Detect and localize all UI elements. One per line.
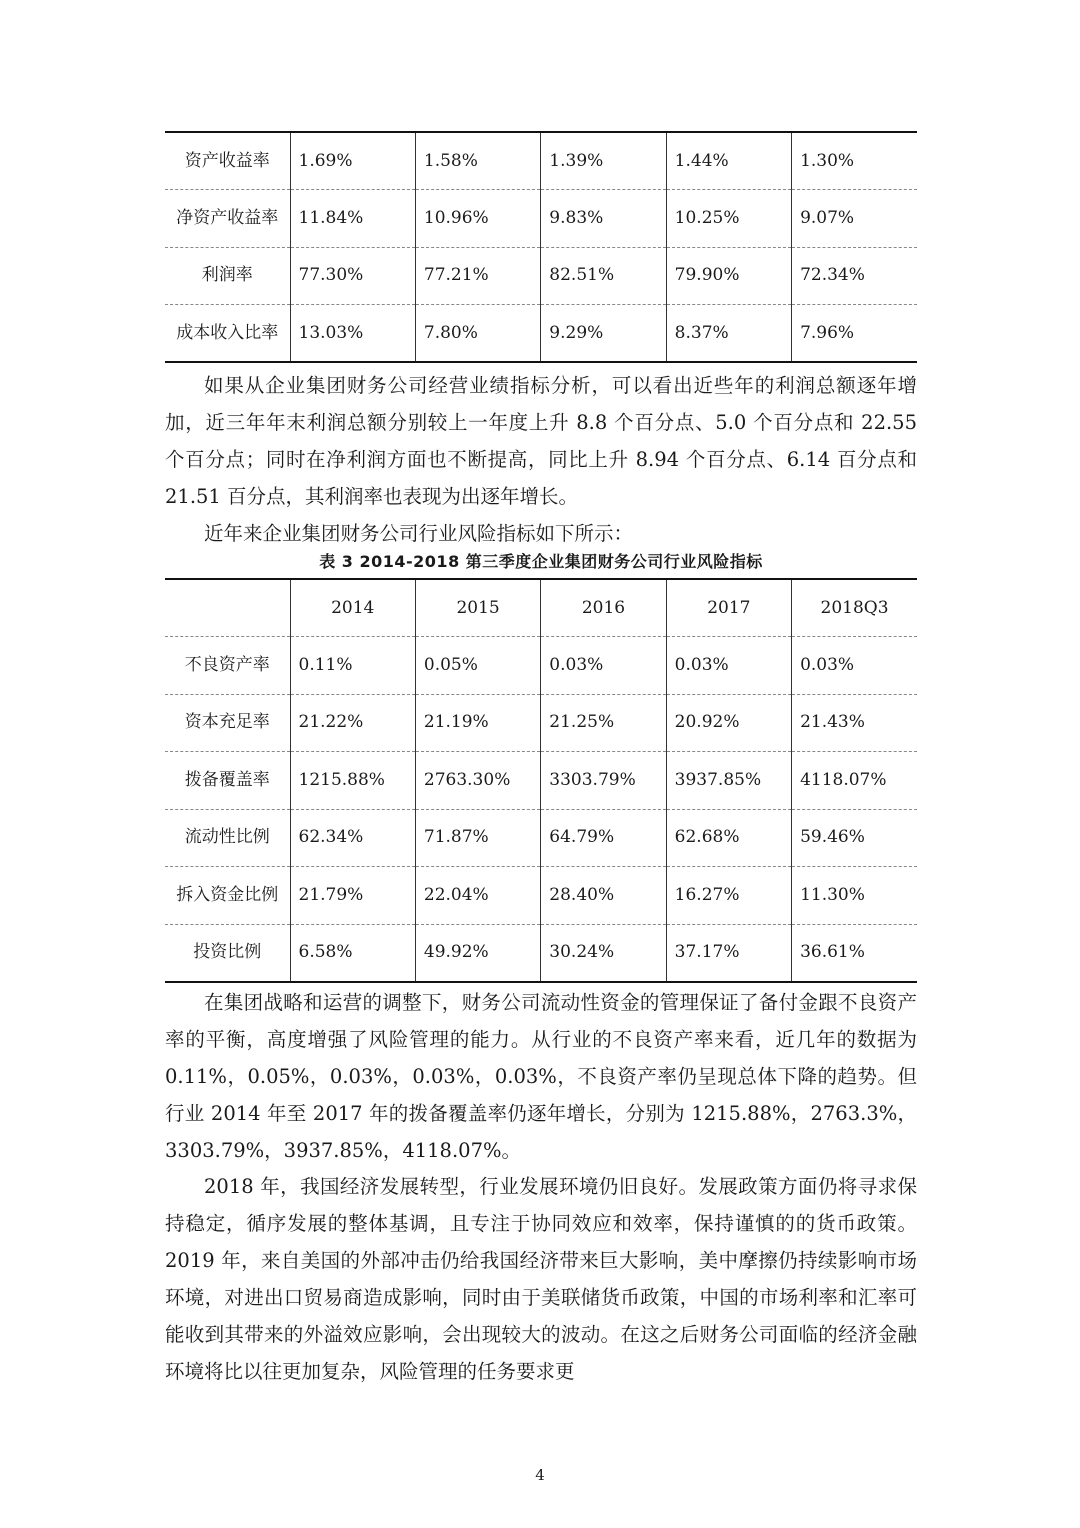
value-cell: 3937.85%	[666, 752, 791, 810]
value-cell: 21.22%	[290, 694, 415, 752]
value-cell: 1.30%	[792, 132, 917, 190]
performance-table	[165, 131, 917, 363]
value-cell: 11.30%	[792, 867, 917, 925]
value-cell: 21.79%	[290, 867, 415, 925]
table-row	[165, 694, 917, 752]
value-cell: 28.40%	[541, 867, 666, 925]
row-label-cell: 投资比例	[165, 924, 290, 982]
value-cell: 9.83%	[541, 190, 666, 248]
value-cell: 7.96%	[792, 305, 917, 363]
table-caption: 表 3 2014-2018 第三季度企业集团财务公司行业风险指标	[319, 552, 763, 571]
table-row	[165, 305, 917, 363]
year-header-cell: 2016	[541, 579, 666, 637]
table-header-row	[165, 579, 917, 637]
value-cell: 3303.79%	[541, 752, 666, 810]
value-cell: 37.17%	[666, 924, 791, 982]
value-cell: 16.27%	[666, 867, 791, 925]
value-cell: 11.84%	[290, 190, 415, 248]
value-cell: 22.04%	[415, 867, 540, 925]
value-cell: 30.24%	[541, 924, 666, 982]
table-row	[165, 809, 917, 867]
value-cell: 21.43%	[792, 694, 917, 752]
paragraph-risk-analysis: 在集团战略和运营的调整下，财务公司流动性资金的管理保证了备付金跟不良资产率的平衡，高度增强了风险管理的能力。从行业的不良资产率来看，近几年的数据为 0.11%，0.05%，0.03%，0.03%，0.03%，不良资产率仍呈现总体下降的趋势。但行业 2014 年至 2017 年的拨备覆盖率仍逐年增长，分别为 1215.88%，2763.3%，3303.79%，3937.85%，4118.07%。	[165, 991, 917, 1162]
value-cell: 62.34%	[290, 809, 415, 867]
year-header-cell: 2017	[666, 579, 791, 637]
value-cell: 71.87%	[415, 809, 540, 867]
value-cell: 36.61%	[792, 924, 917, 982]
row-label-cell: 拨备覆盖率	[165, 752, 290, 810]
paragraph-performance-analysis: 如果从企业集团财务公司经营业绩指标分析，可以看出近些年的利润总额逐年增加，近三年年末利润总额分别较上一年度上升 8.8 个百分点、5.0 个百分点和 22.55 个百分点；同时在净利润方面也不断提高，同比上升 8.94 个百分点、6.14 百分点和 21.51 百分点，其利润率也表现为出逐年增长。	[165, 374, 917, 508]
table-row	[165, 752, 917, 810]
value-cell: 77.21%	[415, 247, 540, 305]
value-cell: 21.19%	[415, 694, 540, 752]
value-cell: 82.51%	[541, 247, 666, 305]
risk-indicator-table-body	[165, 579, 917, 982]
risk-indicator-table	[165, 578, 917, 983]
row-label-cell: 拆入资金比例	[165, 867, 290, 925]
row-label-cell: 利润率	[165, 247, 290, 305]
value-cell: 72.34%	[792, 247, 917, 305]
value-cell: 20.92%	[666, 694, 791, 752]
table-row	[165, 190, 917, 248]
paragraph-risk-intro: 近年来企业集团财务公司行业风险指标如下所示：	[204, 522, 634, 545]
value-cell: 0.03%	[541, 637, 666, 695]
value-cell: 77.30%	[290, 247, 415, 305]
value-cell: 64.79%	[541, 809, 666, 867]
year-header-cell: 2015	[415, 579, 540, 637]
header-corner-cell	[165, 579, 290, 637]
row-label-cell: 资本充足率	[165, 694, 290, 752]
value-cell: 1.39%	[541, 132, 666, 190]
value-cell: 9.29%	[541, 305, 666, 363]
row-label-cell: 成本收入比率	[165, 305, 290, 363]
paragraph-outlook: 2018 年，我国经济发展转型，行业发展环境仍旧良好。发展政策方面仍将寻求保持稳定，循序发展的整体基调，且专注于协同效应和效率，保持谨慎的的货币政策。2019 年，来自美国的外部冲击仍给我国经济带来巨大影响，美中摩擦仍持续影响市场环境，对进出口贸易商造成影响，同时由于美联储货币政策，中国的市场利率和汇率可能收到其带来的外溢效应影响，会出现较大的波动。在这之后财务公司面临的经济金融环境将比以往更加复杂，风险管理的任务要求更	[165, 1175, 917, 1383]
table-row	[165, 867, 917, 925]
performance-table-body	[165, 132, 917, 362]
value-cell: 0.03%	[666, 637, 791, 695]
table-row	[165, 637, 917, 695]
value-cell: 21.25%	[541, 694, 666, 752]
value-cell: 1.58%	[415, 132, 540, 190]
value-cell: 1.69%	[290, 132, 415, 190]
value-cell: 0.05%	[415, 637, 540, 695]
table-row	[165, 247, 917, 305]
value-cell: 62.68%	[666, 809, 791, 867]
value-cell: 8.37%	[666, 305, 791, 363]
value-cell: 0.03%	[792, 637, 917, 695]
value-cell: 4118.07%	[792, 752, 917, 810]
value-cell: 59.46%	[792, 809, 917, 867]
value-cell: 79.90%	[666, 247, 791, 305]
value-cell: 13.03%	[290, 305, 415, 363]
row-label-cell: 资产收益率	[165, 132, 290, 190]
row-label-cell: 净资产收益率	[165, 190, 290, 248]
page-number: 4	[535, 1466, 545, 1484]
year-header-cell: 2014	[290, 579, 415, 637]
value-cell: 2763.30%	[415, 752, 540, 810]
value-cell: 9.07%	[792, 190, 917, 248]
table-row	[165, 924, 917, 982]
value-cell: 6.58%	[290, 924, 415, 982]
value-cell: 10.25%	[666, 190, 791, 248]
value-cell: 7.80%	[415, 305, 540, 363]
table-row	[165, 132, 917, 190]
value-cell: 10.96%	[415, 190, 540, 248]
year-header-cell: 2018Q3	[792, 579, 917, 637]
row-label-cell: 流动性比例	[165, 809, 290, 867]
value-cell: 1215.88%	[290, 752, 415, 810]
value-cell: 49.92%	[415, 924, 540, 982]
value-cell: 0.11%	[290, 637, 415, 695]
value-cell: 1.44%	[666, 132, 791, 190]
row-label-cell: 不良资产率	[165, 637, 290, 695]
